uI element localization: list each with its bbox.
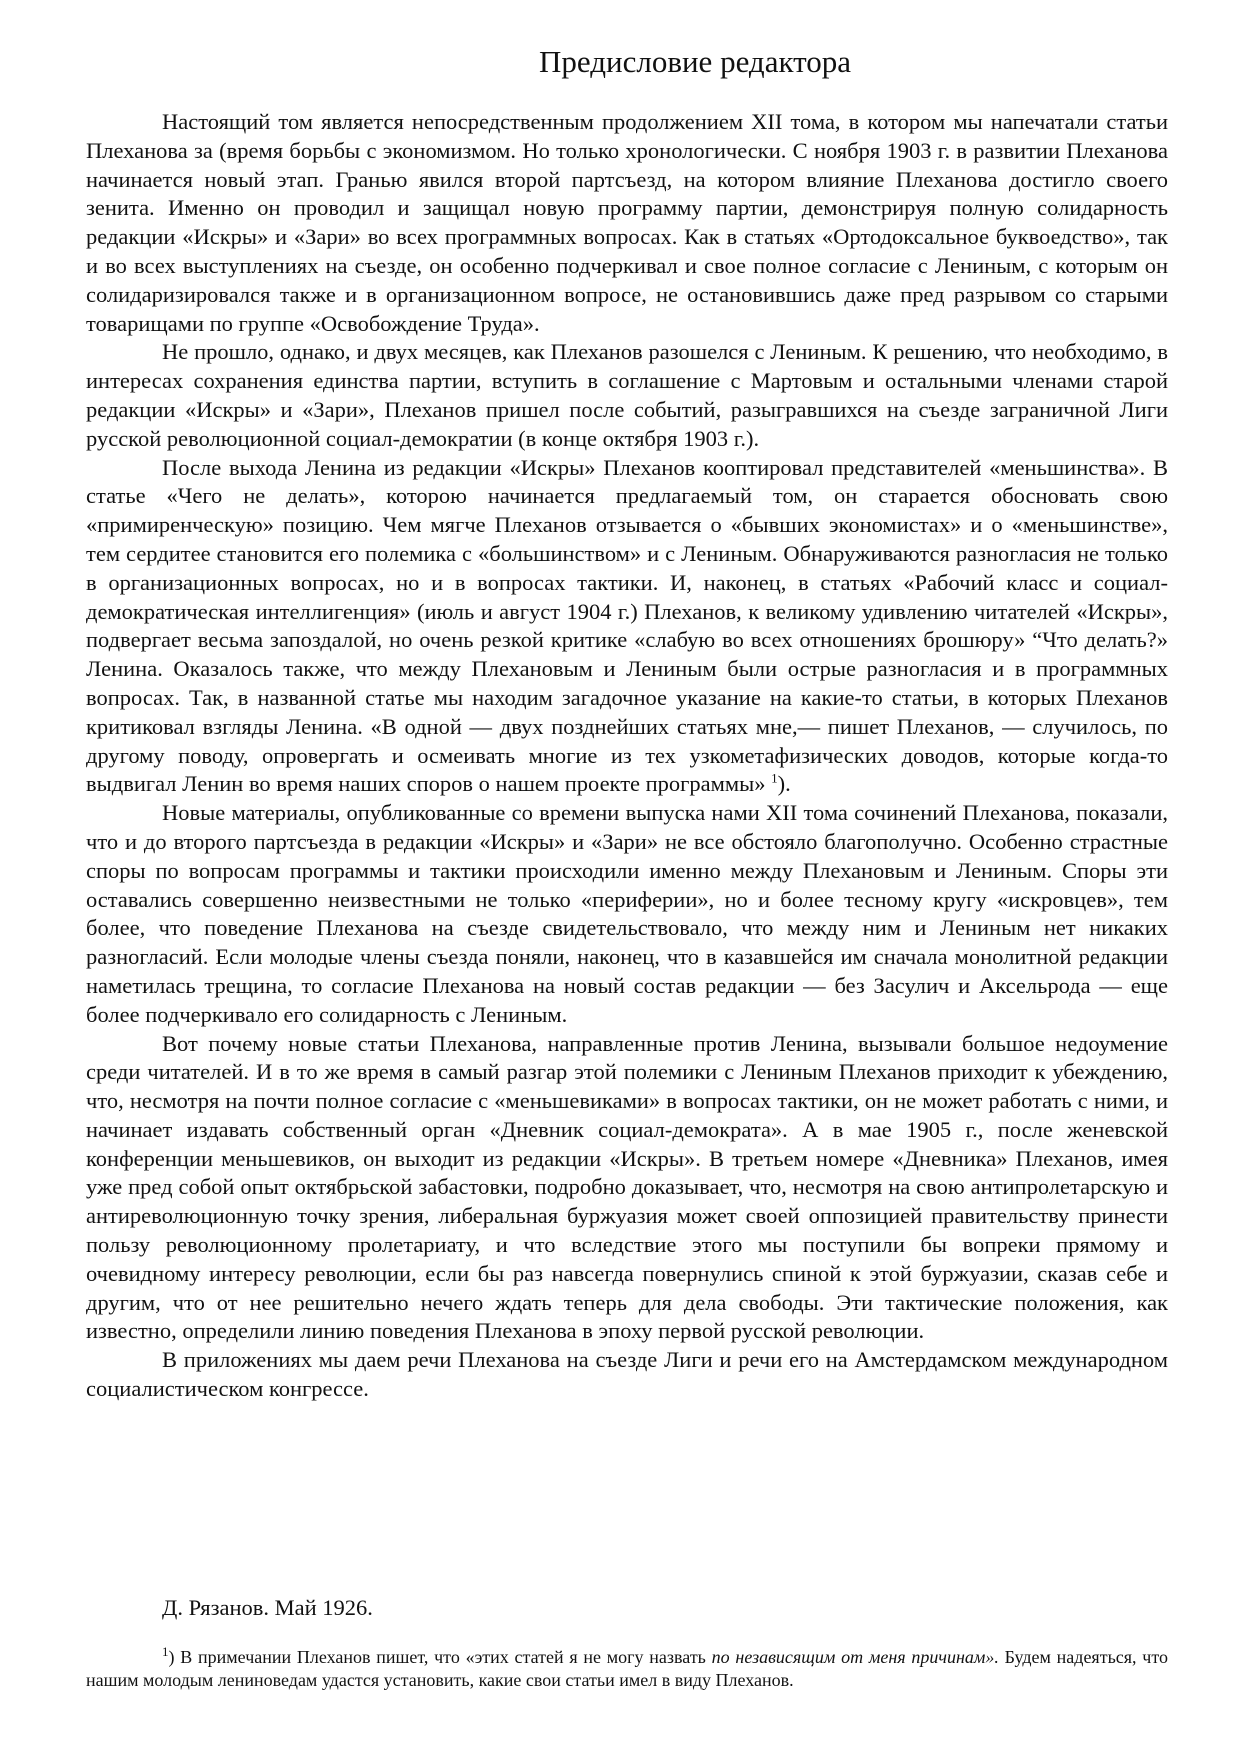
footnote-text-after: Будем надеяться, что нашим молодым лениноведам удастся установить, какие свои статьи имел в виду Плеханов. <box>86 1647 1168 1690</box>
footnote-marker-tail: ) <box>168 1647 175 1667</box>
paragraph-4: Новые материалы, опубликованные со времени выпуска нами XII тома сочинений Плеханова, показали, что и до второго партсъезда в редакции «Искры» и «Зари» не все обстояло благополучно. Особенно страстные споры по вопросам программы и тактики происходили именно между Плехановым и Лениным. Споры эти оставались совершенно неизвестными не только «периферии», но и более тесному кругу «искровцев», тем более, что поведение Плеханова на съезде свидетельствовало, что между ним и Лениным нет никаких разногласий. Если молодые члены съезда поняли, наконец, что в казавшейся им сначала монолитной редакции наметилась трещина, то согласие Плеханова на новый состав редакции — без Засулич и Аксельрода — еще более подчеркивало его солидарность с Лениным. <box>86 800 1168 1027</box>
footnote <box>86 1646 1168 1692</box>
footnote-marker: 1 <box>162 1644 169 1659</box>
paragraph-6: В приложениях мы даем речи Плеханова на съезде Лиги и речи его на Амстердамском международном социалистическом конгрессе. <box>86 1347 1168 1402</box>
page-title: Предисловие редактора <box>539 44 851 79</box>
footnote-text-italic: по независящим от меня причинам». <box>711 1647 999 1667</box>
paragraph-5: Вот почему новые статьи Плеханова, направленные против Ленина, вызывали большое недоумение среди читателей. И в то же время в самый разгар этой полемики с Лениным Плеханов приходит к убеждению, что, несмотря на почти полное согласие с «меньшевиками» в вопросах тактики, он не может работать с ними, и начинает издавать собственный орган «Дневник социал-демократа». А в мае 1905 г., после женевской конференции меньшевиков, он выходит из редакции «Искры». В третьем номере «Дневника» Плеханов, имея уже пред собой опыт октябрьской забастовки, подробно доказывает, что, несмотря на свою антипролетарскую и антиреволюционную точку зрения, либеральная буржуазия может своей оппозицией правительству принести пользу революционному пролетариату, и что вследствие этого мы поступили бы вопреки прямому и очевидному интересу революции, если бы раз навсегда повернулись спиной к этой буржуазии, сказав себе и другим, что от нее решительно нечего ждать теперь для дела свободы. Эти тактические положения, как известно, определили линию поведения Плеханова в эпоху первой русской революции. <box>86 1030 1168 1344</box>
footnote-text-before: В примечании Плеханов пишет, что «этих статей я не могу назвать <box>174 1647 712 1667</box>
footnote-reference[interactable]: 1 <box>771 770 778 786</box>
paragraph-3-text: После выхода Ленина из редакции «Искры» Плеханов кооптировал представителей «меньшинства». В статье «Чего не делать», которою начинается предлагаемый том, он старается обосновать свою «примиренческую» позицию. Чем мягче Плеханов отзывается о «бывших экономистах» и о «меньшинстве», тем сердитее становится его полемика с «большинством» и с Лениным. Обнаруживаются разногласия не только в организационных вопросах, но и в вопросах тактики. И, наконец, в статьях «Рабочий класс и социал-демократическая интеллигенция» (июль и август 1904 г.) Плеханов, к великому удивлению читателей «Искры», подвергает весьма запоздалой, но очень резкой критике «слабую во всех отношениях брошюру» “Что делать?» Ленина. Оказалось также, что между Плехановым и Лениным были острые разногласия и в программных вопросах. Так, в названной статье мы находим загадочное указание на какие-то статьи, в которых Плеханов критиковал взгляды Ленина. «В одной — двух позднейших статьях мне,— пишет Плеханов, — случилось, по другому поводу, опровергать и осмеивать многие из тех узкометафизических доводов, которые когда-то выдвигал Ленин во время наших споров о нашем проекте программы» <box>86 454 1168 797</box>
paragraph-2: Не прошло, однако, и двух месяцев, как Плеханов разошелся с Лениным. К решению, что необходимо, в интересах сохранения единства партии, вступить в соглашение с Мартовым и остальными членами старой редакции «Искры» и «Зари», Плеханов пришел после событий, разыгравшихся на съезде заграничной Лиги русской революционной социал-демократии (в конце октября 1903 г.). <box>86 339 1168 451</box>
paragraph-1: Настоящий том является непосредственным продолжением XII тома, в котором мы напечатали статьи Плеханова за (время борьбы с экономизмом. Но только хронологически. С ноября 1903 г. в развитии Плеханова начинается новый этап. Гранью явился второй партсъезд, на котором влияние Плеханова достигло своего зенита. Именно он проводил и защищал новую программу партии, демонстрируя полную солидарность редакции «Искры» и «Зари» во всех программных вопросах. Как в статьях «Ортодоксальное буквоедство», так и во всех выступлениях на съезде, он особенно подчеркивал и свое полное согласие с Лениным, с которым он солидаризировался также и в организационном вопросе, не остановившись даже пред разрывом со старыми товарищами по группе «Освобождение Труда». <box>86 109 1168 336</box>
footnote-reference-tail: ). <box>777 771 791 797</box>
article-body <box>86 108 1168 1404</box>
signature: Д. Рязанов. Май 1926. <box>162 1595 373 1620</box>
paragraph-3 <box>86 454 1168 800</box>
